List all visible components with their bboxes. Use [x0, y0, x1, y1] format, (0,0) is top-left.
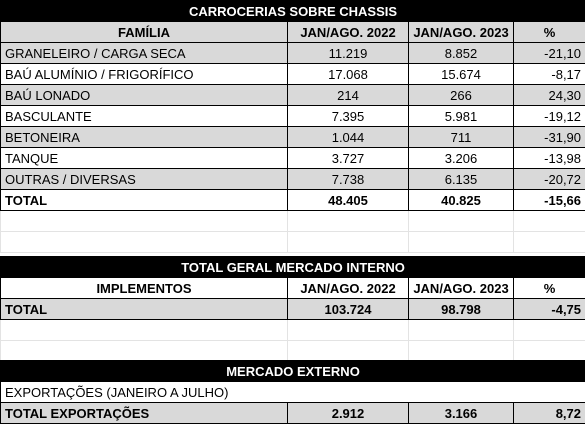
- empty-cell[interactable]: [409, 320, 514, 341]
- header-row: [1, 278, 585, 299]
- empty-row: [1, 211, 585, 232]
- empty-cell[interactable]: [1, 232, 288, 253]
- cell-2023[interactable]: 5.981: [409, 106, 514, 127]
- section-title-row: [1, 361, 585, 382]
- total-percent[interactable]: 8,72: [514, 403, 585, 424]
- total-label[interactable]: TOTAL: [1, 190, 288, 211]
- header-2022[interactable]: JAN/AGO. 2022: [288, 278, 409, 299]
- cell-2022[interactable]: 11.219: [288, 43, 409, 64]
- empty-cell[interactable]: [514, 211, 585, 232]
- cell-familia[interactable]: OUTRAS / DIVERSAS: [1, 169, 288, 190]
- table-row: [1, 169, 585, 190]
- empty-cell[interactable]: [409, 341, 514, 362]
- section-title-row: [1, 257, 585, 278]
- cell-percent[interactable]: -8,17: [514, 64, 585, 85]
- empty-cell[interactable]: [409, 211, 514, 232]
- cell-2022[interactable]: 3.727: [288, 148, 409, 169]
- empty-cell[interactable]: [288, 211, 409, 232]
- total-2022[interactable]: 2.912: [288, 403, 409, 424]
- cell-familia[interactable]: BAÚ ALUMÍNIO / FRIGORÍFICO: [1, 64, 288, 85]
- cell-percent[interactable]: -31,90: [514, 127, 585, 148]
- mercado-interno-table: [0, 256, 585, 362]
- cell-familia[interactable]: BETONEIRA: [1, 127, 288, 148]
- table-row: [1, 127, 585, 148]
- total-percent[interactable]: -15,66: [514, 190, 585, 211]
- empty-cell[interactable]: [288, 320, 409, 341]
- empty-row: [1, 320, 585, 341]
- empty-row: [1, 232, 585, 253]
- total-label[interactable]: TOTAL: [1, 299, 288, 320]
- cell-percent[interactable]: -20,72: [514, 169, 585, 190]
- total-2022[interactable]: 103.724: [288, 299, 409, 320]
- header-2023[interactable]: JAN/AGO. 2023: [409, 278, 514, 299]
- header-percent[interactable]: %: [514, 278, 585, 299]
- cell-2023[interactable]: 15.674: [409, 64, 514, 85]
- empty-cell[interactable]: [288, 232, 409, 253]
- cell-percent[interactable]: -21,10: [514, 43, 585, 64]
- cell-familia[interactable]: BAÚ LONADO: [1, 85, 288, 106]
- total-2022[interactable]: 48.405: [288, 190, 409, 211]
- cell-2022[interactable]: 7.738: [288, 169, 409, 190]
- total-row: [1, 403, 585, 424]
- table-row: [1, 148, 585, 169]
- cell-2023[interactable]: 711: [409, 127, 514, 148]
- header-2023[interactable]: JAN/AGO. 2023: [409, 22, 514, 43]
- cell-2022[interactable]: 7.395: [288, 106, 409, 127]
- empty-cell[interactable]: [1, 211, 288, 232]
- cell-2023[interactable]: 266: [409, 85, 514, 106]
- section-title[interactable]: MERCADO EXTERNO: [1, 361, 585, 382]
- section-title[interactable]: CARROCERIAS SOBRE CHASSIS: [1, 1, 585, 22]
- cell-2023[interactable]: 6.135: [409, 169, 514, 190]
- table-row: [1, 43, 585, 64]
- cell-2023[interactable]: 8.852: [409, 43, 514, 64]
- total-2023[interactable]: 98.798: [409, 299, 514, 320]
- total-row: [1, 299, 585, 320]
- cell-2022[interactable]: 214: [288, 85, 409, 106]
- total-percent[interactable]: -4,75: [514, 299, 585, 320]
- cell-2023[interactable]: 3.206: [409, 148, 514, 169]
- empty-cell[interactable]: [1, 341, 288, 362]
- table-row: [1, 85, 585, 106]
- empty-cell[interactable]: [409, 232, 514, 253]
- empty-row: [1, 341, 585, 362]
- mercado-externo-table: [0, 360, 585, 424]
- cell-2022[interactable]: 1.044: [288, 127, 409, 148]
- header-implementos[interactable]: IMPLEMENTOS: [1, 278, 288, 299]
- header-familia[interactable]: FAMÍLIA: [1, 22, 288, 43]
- section-title[interactable]: TOTAL GERAL MERCADO INTERNO: [1, 257, 585, 278]
- header-row: [1, 22, 585, 43]
- empty-cell[interactable]: [514, 232, 585, 253]
- header-2022[interactable]: JAN/AGO. 2022: [288, 22, 409, 43]
- header-percent[interactable]: %: [514, 22, 585, 43]
- cell-familia[interactable]: TANQUE: [1, 148, 288, 169]
- cell-familia[interactable]: BASCULANTE: [1, 106, 288, 127]
- total-2023[interactable]: 40.825: [409, 190, 514, 211]
- empty-cell[interactable]: [514, 341, 585, 362]
- empty-cell[interactable]: [288, 341, 409, 362]
- empty-cell[interactable]: [1, 320, 288, 341]
- table-row: [1, 64, 585, 85]
- total-row: [1, 190, 585, 211]
- table-row: [1, 106, 585, 127]
- section-title-row: [1, 1, 585, 22]
- total-2023[interactable]: 3.166: [409, 403, 514, 424]
- subtitle-row: [1, 382, 585, 403]
- total-label[interactable]: TOTAL EXPORTAÇÕES: [1, 403, 288, 424]
- cell-percent[interactable]: -13,98: [514, 148, 585, 169]
- cell-percent[interactable]: -19,12: [514, 106, 585, 127]
- cell-2022[interactable]: 17.068: [288, 64, 409, 85]
- cell-familia[interactable]: GRANELEIRO / CARGA SECA: [1, 43, 288, 64]
- cell-percent[interactable]: 24,30: [514, 85, 585, 106]
- exportacoes-subtitle[interactable]: EXPORTAÇÕES (JANEIRO A JULHO): [1, 382, 585, 403]
- empty-cell[interactable]: [514, 320, 585, 341]
